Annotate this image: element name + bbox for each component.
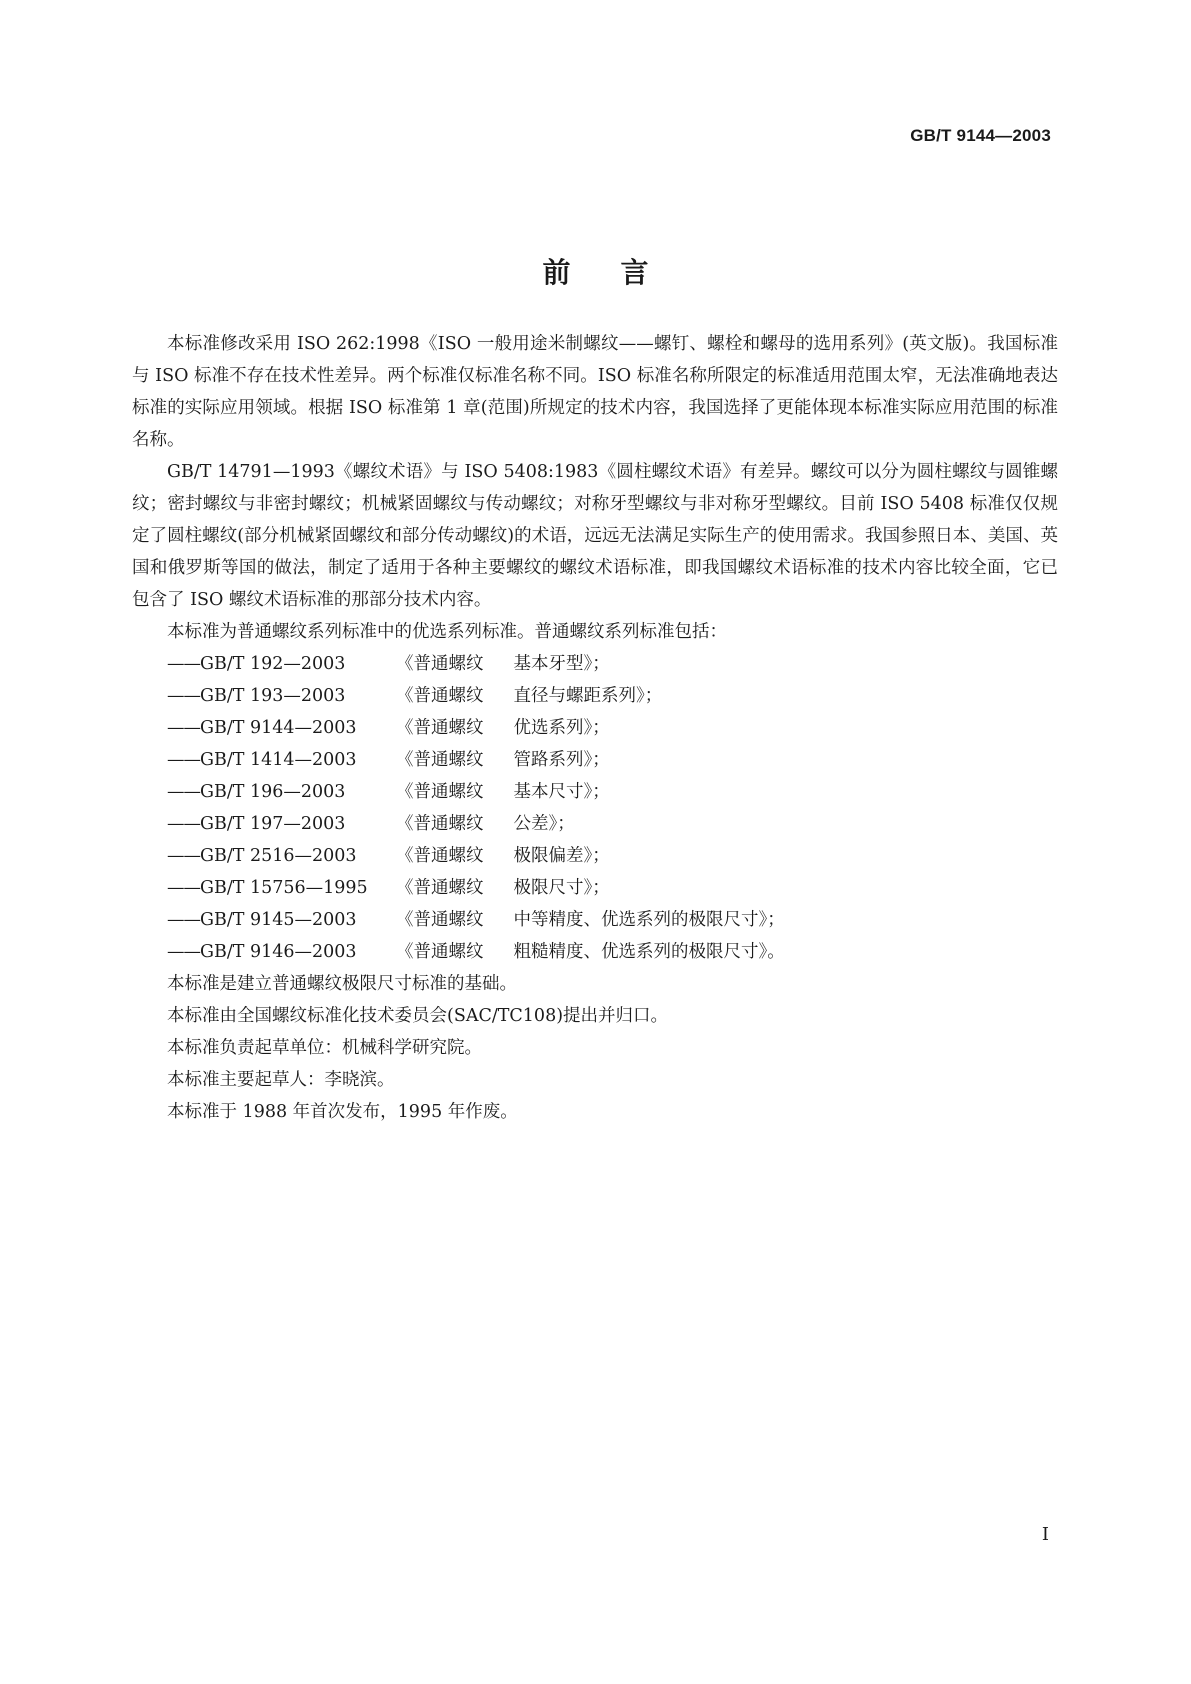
standard-name: 《普通螺纹 bbox=[396, 686, 484, 706]
standard-subtitle: 中等精度、优选系列的极限尺寸》； bbox=[513, 910, 785, 930]
list-dash: —— bbox=[167, 878, 200, 898]
standard-subtitle: 公差》； bbox=[513, 814, 575, 834]
standard-name: 《普通螺纹 bbox=[396, 782, 484, 802]
standard-code-ref: GB/T 2516—2003 bbox=[200, 846, 357, 866]
standard-subtitle: 管路系列》； bbox=[513, 750, 610, 770]
list-item bbox=[132, 712, 1058, 744]
list-item bbox=[132, 840, 1058, 872]
paragraph: 本标准修改采用 ISO 262:1998《ISO 一般用途米制螺纹——螺钉、螺栓和螺母的选用系列》(英文版)。我国标准与 ISO 标准不存在技术性差异。两个标准仅标准名称不同。ISO 标准名称所限定的标准适用范围太窄，无法准确地表达标准的实际应用领域。根据 ISO 标准第 1 章(范围)所规定的技术内容，我国选择了更能体现本标准实际应用范围的标准名称。 bbox=[132, 334, 1058, 450]
standard-name: 《普通螺纹 bbox=[396, 750, 484, 770]
list-dash: —— bbox=[167, 782, 200, 802]
paragraph: 本标准是建立普通螺纹极限尺寸标准的基础。 bbox=[167, 974, 517, 994]
standard-code-ref: GB/T 9144—2003 bbox=[200, 718, 357, 738]
standard-code: GB/T 9144—2003 bbox=[910, 126, 1051, 145]
paragraph: GB/T 14791—1993《螺纹术语》与 ISO 5408:1983《圆柱螺纹术语》有差异。螺纹可以分为圆柱螺纹与圆锥螺纹；密封螺纹与非密封螺纹；机械紧固螺纹与传动螺纹；对称牙型螺纹与非对称牙型螺纹。目前 ISO 5408 标准仅仅规定了圆柱螺纹(部分机械紧固螺纹和部分传动螺纹)的术语，远远无法满足实际生产的使用需求。我国参照日本、美国、英国和俄罗斯等国的做法，制定了适用于各种主要螺纹的螺纹术语标准，即我国螺纹术语标准的技术内容比较全面，它已包含了 ISO 螺纹术语标准的那部分技术内容。 bbox=[132, 462, 1058, 610]
list-dash: —— bbox=[167, 910, 200, 930]
paragraph: 本标准主要起草人：李晓滨。 bbox=[167, 1070, 395, 1090]
list-item bbox=[132, 680, 1058, 712]
standard-subtitle: 基本尺寸》； bbox=[513, 782, 610, 802]
standard-name: 《普通螺纹 bbox=[396, 654, 484, 674]
standard-code-ref: GB/T 196—2003 bbox=[200, 782, 346, 802]
standard-name: 《普通螺纹 bbox=[396, 878, 484, 898]
standard-subtitle: 基本牙型》； bbox=[513, 654, 610, 674]
list-item bbox=[132, 936, 1058, 968]
standard-code-ref: GB/T 197—2003 bbox=[200, 814, 346, 834]
list-dash: —— bbox=[167, 718, 200, 738]
standard-name: 《普通螺纹 bbox=[396, 910, 484, 930]
paragraph: 本标准由全国螺纹标准化技术委员会(SAC/TC108)提出并归口。 bbox=[167, 1006, 669, 1026]
standard-subtitle: 极限偏差》； bbox=[513, 846, 610, 866]
list-dash: —— bbox=[167, 654, 200, 674]
list-dash: —— bbox=[167, 686, 200, 706]
list-dash: —— bbox=[167, 814, 200, 834]
standard-code-ref: GB/T 193—2003 bbox=[200, 686, 346, 706]
standard-code-ref: GB/T 192—2003 bbox=[200, 654, 346, 674]
standard-subtitle: 直径与螺距系列》； bbox=[513, 686, 663, 706]
standard-subtitle: 极限尺寸》； bbox=[513, 878, 610, 898]
list-item bbox=[132, 776, 1058, 808]
list-item bbox=[132, 872, 1058, 904]
list-item bbox=[132, 744, 1058, 776]
standard-name: 《普通螺纹 bbox=[396, 718, 484, 738]
standard-subtitle: 粗糙精度、优选系列的极限尺寸》。 bbox=[513, 942, 785, 962]
standard-code-ref: GB/T 9145—2003 bbox=[200, 910, 357, 930]
list-dash: —— bbox=[167, 750, 200, 770]
list-dash: —— bbox=[167, 942, 200, 962]
page-title: 前言 bbox=[542, 255, 699, 289]
list-item bbox=[132, 904, 1058, 936]
standard-name: 《普通螺纹 bbox=[396, 942, 484, 962]
list-dash: —— bbox=[167, 846, 200, 866]
paragraph: 本标准于 1988 年首次发布，1995 年作废。 bbox=[167, 1102, 518, 1122]
standard-code-ref: GB/T 9146—2003 bbox=[200, 942, 357, 962]
standard-code-ref: GB/T 15756—1995 bbox=[200, 878, 368, 898]
standard-subtitle: 优选系列》； bbox=[513, 718, 610, 738]
list-item bbox=[132, 648, 1058, 680]
standard-name: 《普通螺纹 bbox=[396, 814, 484, 834]
foreword-body bbox=[132, 328, 1058, 1128]
standard-code-ref: GB/T 1414—2003 bbox=[200, 750, 357, 770]
paragraph: 本标准为普通螺纹系列标准中的优选系列标准。普通螺纹系列标准包括： bbox=[167, 622, 727, 642]
list-item bbox=[132, 808, 1058, 840]
page-number: I bbox=[1041, 1524, 1049, 1545]
standard-name: 《普通螺纹 bbox=[396, 846, 484, 866]
paragraph: 本标准负责起草单位：机械科学研究院。 bbox=[167, 1038, 482, 1058]
standards-list bbox=[132, 648, 1058, 968]
